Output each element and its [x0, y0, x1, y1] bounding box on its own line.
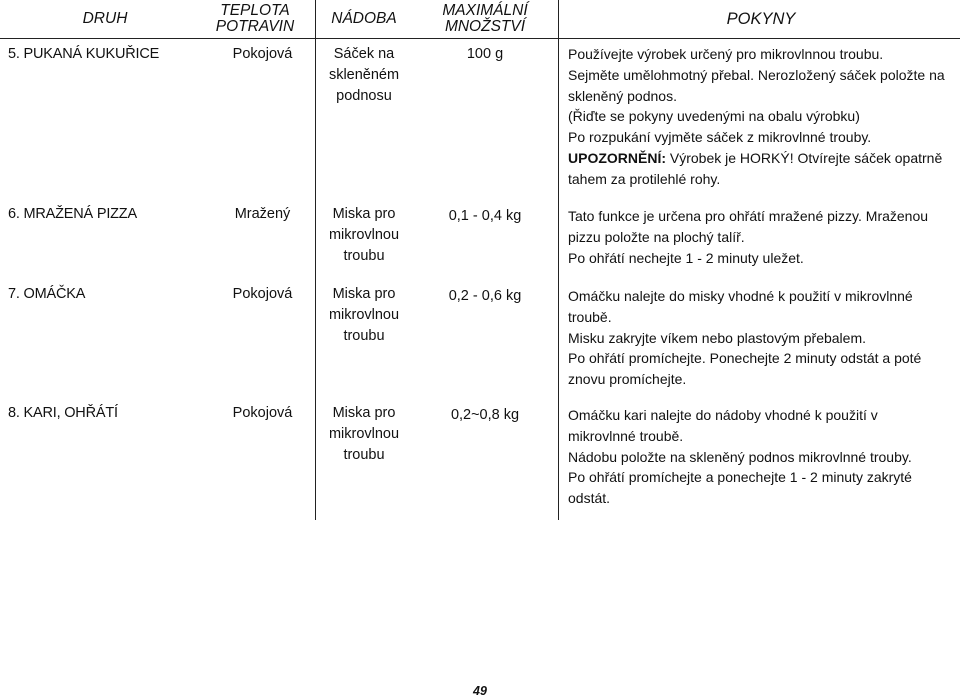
warning-label: UPOZORNĚNÍ: [568, 149, 666, 166]
row-pokyny: Tato funkce je určena pro ohřátí mražené pizzy. Mraženou pizzu položte na plochý talíř. Po ohřátí nechejte 1 - 2 minuty uležet. [568, 208, 929, 266]
row-nadoba: Miska pro mikrovlnou troubu [328, 286, 400, 344]
row-mnozstvi: 100 g [466, 46, 504, 62]
header-pokyny: POKYNY [726, 10, 796, 28]
page-number: 49 [473, 684, 487, 698]
row-druh: 6. MRAŽENÁ PIZZA [8, 206, 137, 222]
row-pokyny: Omáčku nalejte do misky vhodné k použití v mikrovlnné troubě. Misku zakryjte víkem nebo plastovým přebalem. Po ohřátí promíchejte. Ponechejte 2 minuty odstát a poté znovu promíchejte. [568, 288, 922, 388]
row-nadoba: Miska pro mikrovlnou troubu [328, 206, 400, 264]
header-nadoba: NÁDOBA [331, 10, 397, 27]
row-teplota: Pokojová [232, 286, 293, 302]
row-nadoba: Miska pro mikrovlnou troubu [328, 405, 400, 463]
column-divider [315, 0, 316, 520]
header-mnozstvi: MAXIMÁLNÍ MNOŽSTVÍ [442, 2, 528, 35]
header-divider [0, 38, 960, 39]
row-mnozstvi: 0,2~0,8 kg [450, 407, 520, 423]
header-teplota: TEPLOTA POTRAVIN [215, 2, 295, 35]
header-druh: DRUH [82, 10, 128, 27]
row-druh: 5. PUKANÁ KUKUŘICE [8, 46, 160, 62]
row-druh: 7. OMÁČKA [8, 286, 86, 302]
row-teplota: Pokojová [232, 46, 293, 62]
row-mnozstvi: 0,2 - 0,6 kg [448, 288, 522, 304]
row-druh: 8. KARI, OHŘÁTÍ [8, 405, 118, 421]
row-teplota: Pokojová [232, 405, 293, 421]
row-pokyny: Používejte výrobek určený pro mikrovlnnou troubu. Sejměte umělohmotný přebal. Nerozložený sáček položte na skleněný podnos. (Řiďte se pokyny uvedenými na obalu výrobku) Po rozpukání vyjměte sáček z mikrovlnné trouby. UPOZORNĚNÍ: Výrobek je HORKÝ! Otvírejte sáček opatrně tahem za protilehlé rohy. [568, 46, 945, 187]
row-nadoba: Sáček na skleněném podnosu [328, 46, 400, 104]
row-pokyny: Omáčku kari nalejte do nádoby vhodné k použití v mikrovlnné troubě. Nádobu položte na skleněný podnos mikrovlnné trouby. Po ohřátí promíchejte a ponechejte 1 - 2 minuty zakryté odstát. [568, 407, 912, 507]
column-divider [558, 0, 559, 520]
row-teplota: Mražený [234, 206, 291, 222]
row-mnozstvi: 0,1 - 0,4 kg [448, 208, 522, 224]
